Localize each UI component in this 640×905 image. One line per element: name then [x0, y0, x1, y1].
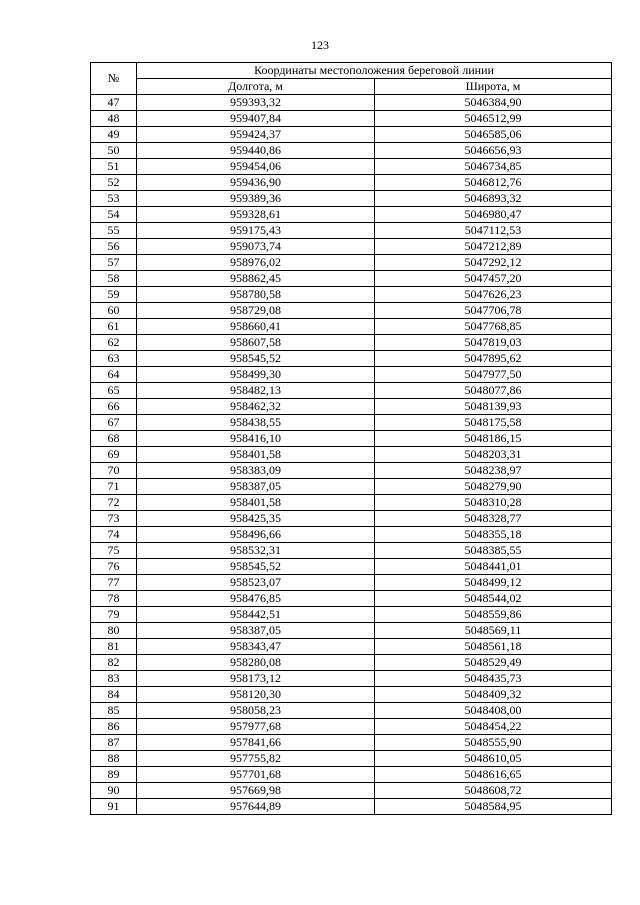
table-row — [91, 319, 612, 335]
latitude-cell: 5046893,32 — [375, 191, 612, 207]
latitude-cell: 5048610,05 — [375, 751, 612, 767]
coordinates-table — [90, 62, 612, 815]
longitude-cell: 958482,13 — [137, 383, 375, 399]
row-number: 78 — [91, 591, 137, 607]
longitude-cell: 959389,36 — [137, 191, 375, 207]
longitude-cell: 958499,30 — [137, 367, 375, 383]
latitude-cell: 5048441,01 — [375, 559, 612, 575]
header-longitude: Долгота, м — [137, 79, 375, 95]
row-number: 85 — [91, 703, 137, 719]
latitude-cell: 5048279,90 — [375, 479, 612, 495]
longitude-cell: 958523,07 — [137, 575, 375, 591]
latitude-cell: 5048499,12 — [375, 575, 612, 591]
latitude-cell: 5048529,49 — [375, 655, 612, 671]
row-number: 62 — [91, 335, 137, 351]
row-number: 86 — [91, 719, 137, 735]
table-row — [91, 175, 612, 191]
table-row — [91, 351, 612, 367]
table-row — [91, 223, 612, 239]
latitude-cell: 5048608,72 — [375, 783, 612, 799]
latitude-cell: 5047212,89 — [375, 239, 612, 255]
longitude-cell: 958343,47 — [137, 639, 375, 655]
longitude-cell: 957755,82 — [137, 751, 375, 767]
row-number: 57 — [91, 255, 137, 271]
row-number: 67 — [91, 415, 137, 431]
table-row — [91, 783, 612, 799]
header-latitude: Широта, м — [375, 79, 612, 95]
row-number: 55 — [91, 223, 137, 239]
table-row — [91, 335, 612, 351]
table-row — [91, 431, 612, 447]
table-row — [91, 527, 612, 543]
longitude-cell: 959175,43 — [137, 223, 375, 239]
longitude-cell: 959073,74 — [137, 239, 375, 255]
latitude-cell: 5048186,15 — [375, 431, 612, 447]
table-row — [91, 751, 612, 767]
row-number: 47 — [91, 95, 137, 111]
latitude-cell: 5048238,97 — [375, 463, 612, 479]
row-number: 74 — [91, 527, 137, 543]
longitude-cell: 957644,89 — [137, 799, 375, 815]
latitude-cell: 5048555,90 — [375, 735, 612, 751]
table-row — [91, 495, 612, 511]
row-number: 87 — [91, 735, 137, 751]
longitude-cell: 959328,61 — [137, 207, 375, 223]
table-row — [91, 95, 612, 111]
table-row — [91, 703, 612, 719]
longitude-cell: 959440,86 — [137, 143, 375, 159]
longitude-cell: 958780,58 — [137, 287, 375, 303]
row-number: 64 — [91, 367, 137, 383]
table-row — [91, 303, 612, 319]
row-number: 48 — [91, 111, 137, 127]
row-number: 61 — [91, 319, 137, 335]
longitude-cell: 959393,32 — [137, 95, 375, 111]
table-row — [91, 767, 612, 783]
row-number: 54 — [91, 207, 137, 223]
table-row — [91, 575, 612, 591]
latitude-cell: 5047626,23 — [375, 287, 612, 303]
row-number: 84 — [91, 687, 137, 703]
row-number: 68 — [91, 431, 137, 447]
row-number: 60 — [91, 303, 137, 319]
latitude-cell: 5046585,06 — [375, 127, 612, 143]
longitude-cell: 958120,30 — [137, 687, 375, 703]
table-row — [91, 287, 612, 303]
longitude-cell: 958462,32 — [137, 399, 375, 415]
row-number: 71 — [91, 479, 137, 495]
longitude-cell: 958545,52 — [137, 559, 375, 575]
latitude-cell: 5047977,50 — [375, 367, 612, 383]
table-row — [91, 735, 612, 751]
longitude-cell: 959424,37 — [137, 127, 375, 143]
table-row — [91, 671, 612, 687]
longitude-cell: 958383,09 — [137, 463, 375, 479]
row-number: 83 — [91, 671, 137, 687]
table-row — [91, 271, 612, 287]
table-row — [91, 143, 612, 159]
longitude-cell: 958660,41 — [137, 319, 375, 335]
latitude-cell: 5048454,22 — [375, 719, 612, 735]
latitude-cell: 5046512,99 — [375, 111, 612, 127]
table-row — [91, 415, 612, 431]
longitude-cell: 958280,08 — [137, 655, 375, 671]
row-number: 56 — [91, 239, 137, 255]
row-number: 69 — [91, 447, 137, 463]
row-number: 50 — [91, 143, 137, 159]
table-row — [91, 127, 612, 143]
latitude-cell: 5048328,77 — [375, 511, 612, 527]
row-number: 73 — [91, 511, 137, 527]
latitude-cell: 5048569,11 — [375, 623, 612, 639]
row-number: 79 — [91, 607, 137, 623]
latitude-cell: 5048385,55 — [375, 543, 612, 559]
longitude-cell: 958058,23 — [137, 703, 375, 719]
table-row — [91, 511, 612, 527]
latitude-cell: 5048203,31 — [375, 447, 612, 463]
row-number: 82 — [91, 655, 137, 671]
row-number: 77 — [91, 575, 137, 591]
longitude-cell: 957977,68 — [137, 719, 375, 735]
row-number: 90 — [91, 783, 137, 799]
longitude-cell: 958173,12 — [137, 671, 375, 687]
row-number: 91 — [91, 799, 137, 815]
longitude-cell: 958729,08 — [137, 303, 375, 319]
table-subheader-row — [91, 79, 612, 95]
longitude-cell: 958496,66 — [137, 527, 375, 543]
latitude-cell: 5047292,12 — [375, 255, 612, 271]
longitude-cell: 958387,05 — [137, 623, 375, 639]
table-row — [91, 479, 612, 495]
table-row — [91, 111, 612, 127]
latitude-cell: 5047895,62 — [375, 351, 612, 367]
longitude-cell: 958442,51 — [137, 607, 375, 623]
latitude-cell: 5048559,86 — [375, 607, 612, 623]
latitude-cell: 5047819,03 — [375, 335, 612, 351]
longitude-cell: 958425,35 — [137, 511, 375, 527]
page-number: 123 — [311, 38, 329, 52]
table-row — [91, 623, 612, 639]
row-number: 66 — [91, 399, 137, 415]
table-row — [91, 367, 612, 383]
row-number: 88 — [91, 751, 137, 767]
longitude-cell: 957841,66 — [137, 735, 375, 751]
table-row — [91, 239, 612, 255]
table-row — [91, 543, 612, 559]
longitude-cell: 957669,98 — [137, 783, 375, 799]
row-number: 49 — [91, 127, 137, 143]
table-row — [91, 799, 612, 815]
table-row — [91, 399, 612, 415]
latitude-cell: 5046980,47 — [375, 207, 612, 223]
row-number: 72 — [91, 495, 137, 511]
latitude-cell: 5048544,02 — [375, 591, 612, 607]
table-row — [91, 687, 612, 703]
row-number: 59 — [91, 287, 137, 303]
latitude-cell: 5048561,18 — [375, 639, 612, 655]
latitude-cell: 5048310,28 — [375, 495, 612, 511]
latitude-cell: 5048077,86 — [375, 383, 612, 399]
longitude-cell: 958387,05 — [137, 479, 375, 495]
longitude-cell: 958607,58 — [137, 335, 375, 351]
row-number: 51 — [91, 159, 137, 175]
row-number: 80 — [91, 623, 137, 639]
latitude-cell: 5048435,73 — [375, 671, 612, 687]
row-number: 58 — [91, 271, 137, 287]
row-number: 63 — [91, 351, 137, 367]
latitude-cell: 5047112,53 — [375, 223, 612, 239]
table-row — [91, 463, 612, 479]
longitude-cell: 958416,10 — [137, 431, 375, 447]
longitude-cell: 959407,84 — [137, 111, 375, 127]
latitude-cell: 5046384,90 — [375, 95, 612, 111]
row-number: 75 — [91, 543, 137, 559]
table-row — [91, 191, 612, 207]
table-row — [91, 591, 612, 607]
latitude-cell: 5046656,93 — [375, 143, 612, 159]
latitude-cell: 5048175,58 — [375, 415, 612, 431]
latitude-cell: 5046734,85 — [375, 159, 612, 175]
longitude-cell: 959454,06 — [137, 159, 375, 175]
longitude-cell: 958401,58 — [137, 495, 375, 511]
table-row — [91, 559, 612, 575]
table-body — [91, 95, 612, 815]
table-row — [91, 447, 612, 463]
longitude-cell: 958545,52 — [137, 351, 375, 367]
table-row — [91, 719, 612, 735]
longitude-cell: 958862,45 — [137, 271, 375, 287]
longitude-cell: 958401,58 — [137, 447, 375, 463]
header-shoreline-coordinates: Координаты местоположения береговой линии — [137, 63, 612, 79]
table-header-row — [91, 63, 612, 79]
row-number: 65 — [91, 383, 137, 399]
latitude-cell: 5048409,32 — [375, 687, 612, 703]
row-number: 89 — [91, 767, 137, 783]
header-number: № — [91, 63, 137, 95]
row-number: 52 — [91, 175, 137, 191]
table-row — [91, 639, 612, 655]
row-number: 76 — [91, 559, 137, 575]
row-number: 53 — [91, 191, 137, 207]
latitude-cell: 5048355,18 — [375, 527, 612, 543]
longitude-cell: 957701,68 — [137, 767, 375, 783]
table-row — [91, 255, 612, 271]
row-number: 81 — [91, 639, 137, 655]
latitude-cell: 5046812,76 — [375, 175, 612, 191]
latitude-cell: 5048408,00 — [375, 703, 612, 719]
longitude-cell: 958438,55 — [137, 415, 375, 431]
table-row — [91, 655, 612, 671]
longitude-cell: 958476,85 — [137, 591, 375, 607]
table-row — [91, 383, 612, 399]
latitude-cell: 5048139,93 — [375, 399, 612, 415]
longitude-cell: 958532,31 — [137, 543, 375, 559]
table-row — [91, 607, 612, 623]
longitude-cell: 959436,90 — [137, 175, 375, 191]
table-row — [91, 207, 612, 223]
table-row — [91, 159, 612, 175]
latitude-cell: 5048616,65 — [375, 767, 612, 783]
longitude-cell: 958976,02 — [137, 255, 375, 271]
latitude-cell: 5047768,85 — [375, 319, 612, 335]
latitude-cell: 5048584,95 — [375, 799, 612, 815]
latitude-cell: 5047457,20 — [375, 271, 612, 287]
latitude-cell: 5047706,78 — [375, 303, 612, 319]
row-number: 70 — [91, 463, 137, 479]
